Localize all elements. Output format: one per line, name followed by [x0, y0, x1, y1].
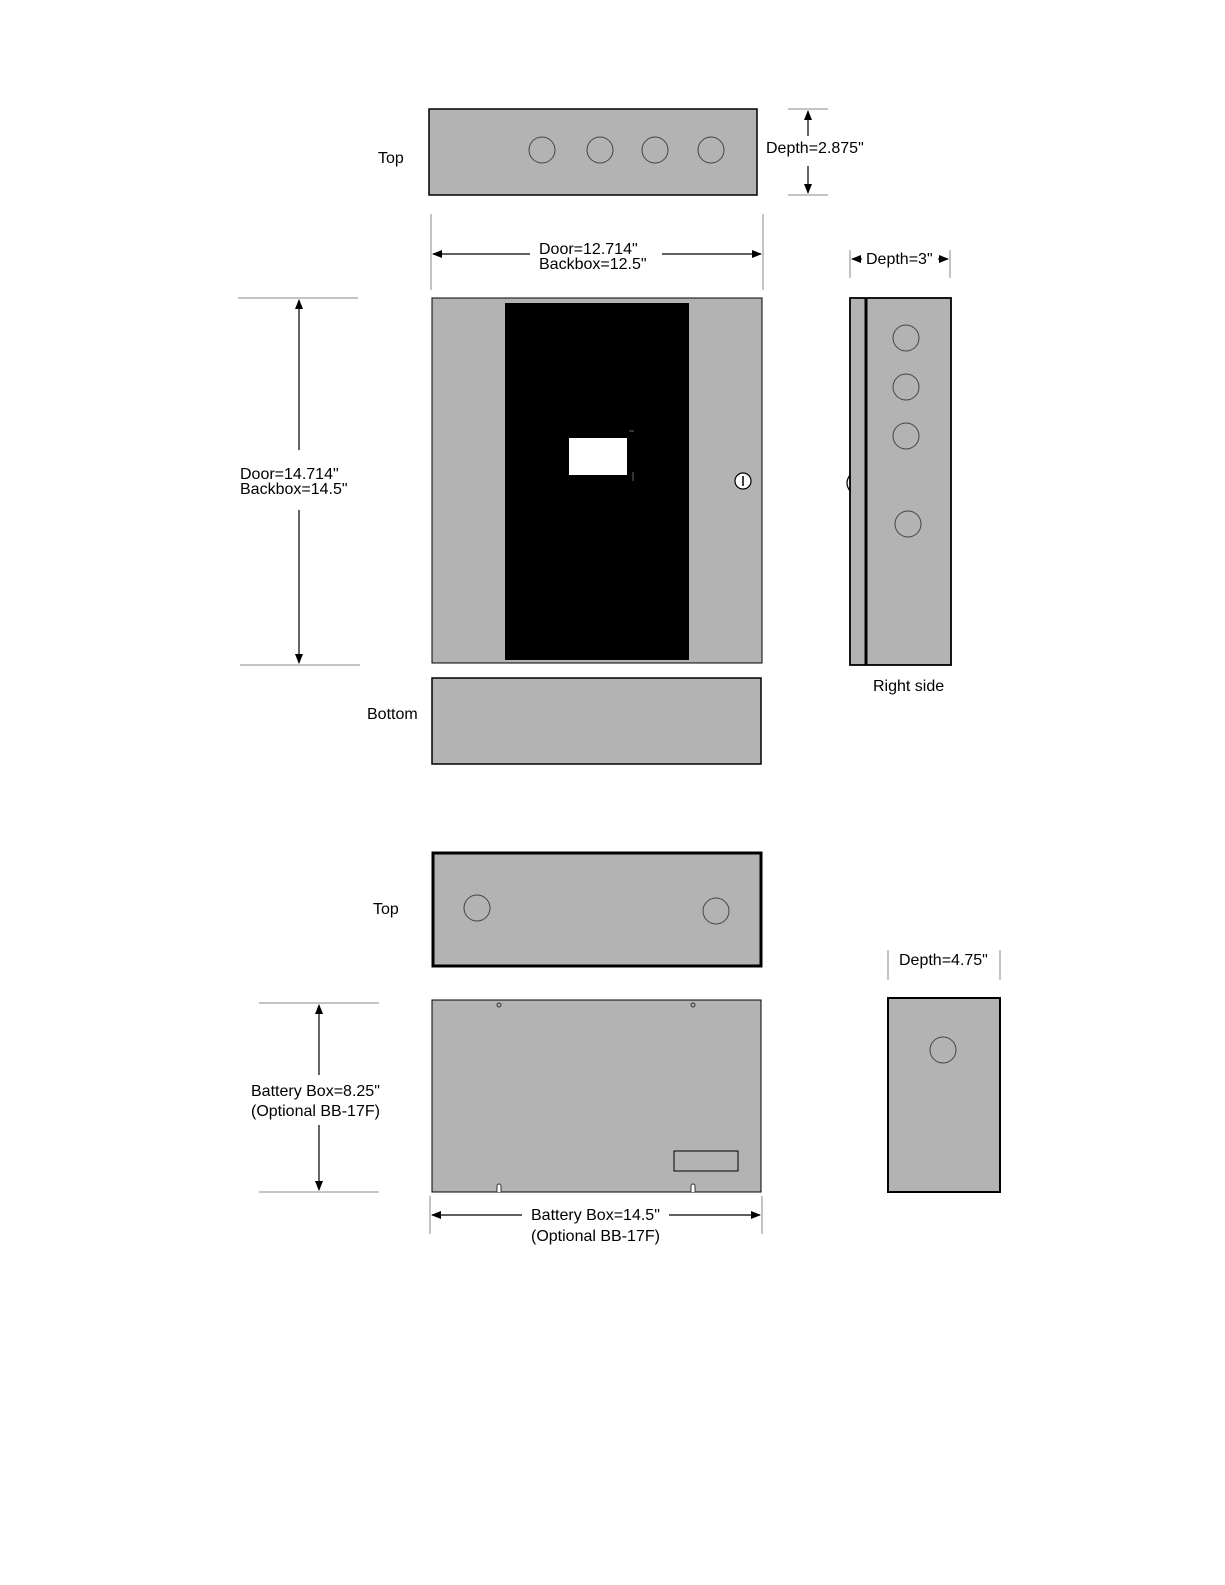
mounting-slot [497, 1184, 501, 1192]
cabinet-width-backbox-label: Backbox=12.5" [539, 256, 647, 273]
door-window [505, 303, 689, 660]
cabinet-bottom-panel [432, 678, 761, 764]
cabinet-bottom-label: Bottom [367, 706, 418, 723]
cabinet-right-side-view [847, 250, 951, 695]
battery-box-front-panel [432, 1000, 761, 1192]
battery-box-height-dimension [251, 1003, 380, 1192]
cabinet-top-view [378, 109, 864, 195]
battery-box-width-note: (Optional BB-17F) [531, 1228, 660, 1245]
battery-box-front-view [432, 1000, 761, 1192]
cabinet-top-label: Top [378, 150, 404, 167]
cabinet-side-depth-label: Depth=3" [866, 251, 933, 268]
cabinet-top-depth-label: Depth=2.875" [766, 140, 864, 157]
cabinet-front-view [432, 298, 762, 663]
cabinet-top-panel [429, 109, 757, 195]
cabinet-height-backbox-label: Backbox=14.5" [240, 481, 348, 498]
battery-box-top-panel [433, 853, 761, 966]
cabinet-height-dimension [238, 298, 360, 665]
right-side-label: Right side [873, 678, 945, 695]
battery-box-top-view [373, 853, 761, 966]
battery-box-top-label: Top [373, 901, 399, 918]
cabinet-height-door-label: Door=14.714" [240, 466, 339, 483]
battery-box-side-view [888, 950, 1000, 1192]
battery-box-side-panel [888, 998, 1000, 1192]
cabinet-width-dimension [431, 214, 763, 290]
battery-box-side-depth-label: Depth=4.75" [899, 952, 988, 969]
cabinet-bottom-view [367, 678, 761, 764]
battery-box-height-label: Battery Box=8.25" [251, 1083, 380, 1100]
mounting-slot [691, 1184, 695, 1192]
battery-box-width-dimension [430, 1196, 762, 1245]
cabinet-width-door-label: Door=12.714" [539, 241, 638, 258]
battery-box-height-note: (Optional BB-17F) [251, 1103, 380, 1120]
battery-box-width-label: Battery Box=14.5" [531, 1207, 660, 1224]
display-cutout [569, 438, 627, 475]
